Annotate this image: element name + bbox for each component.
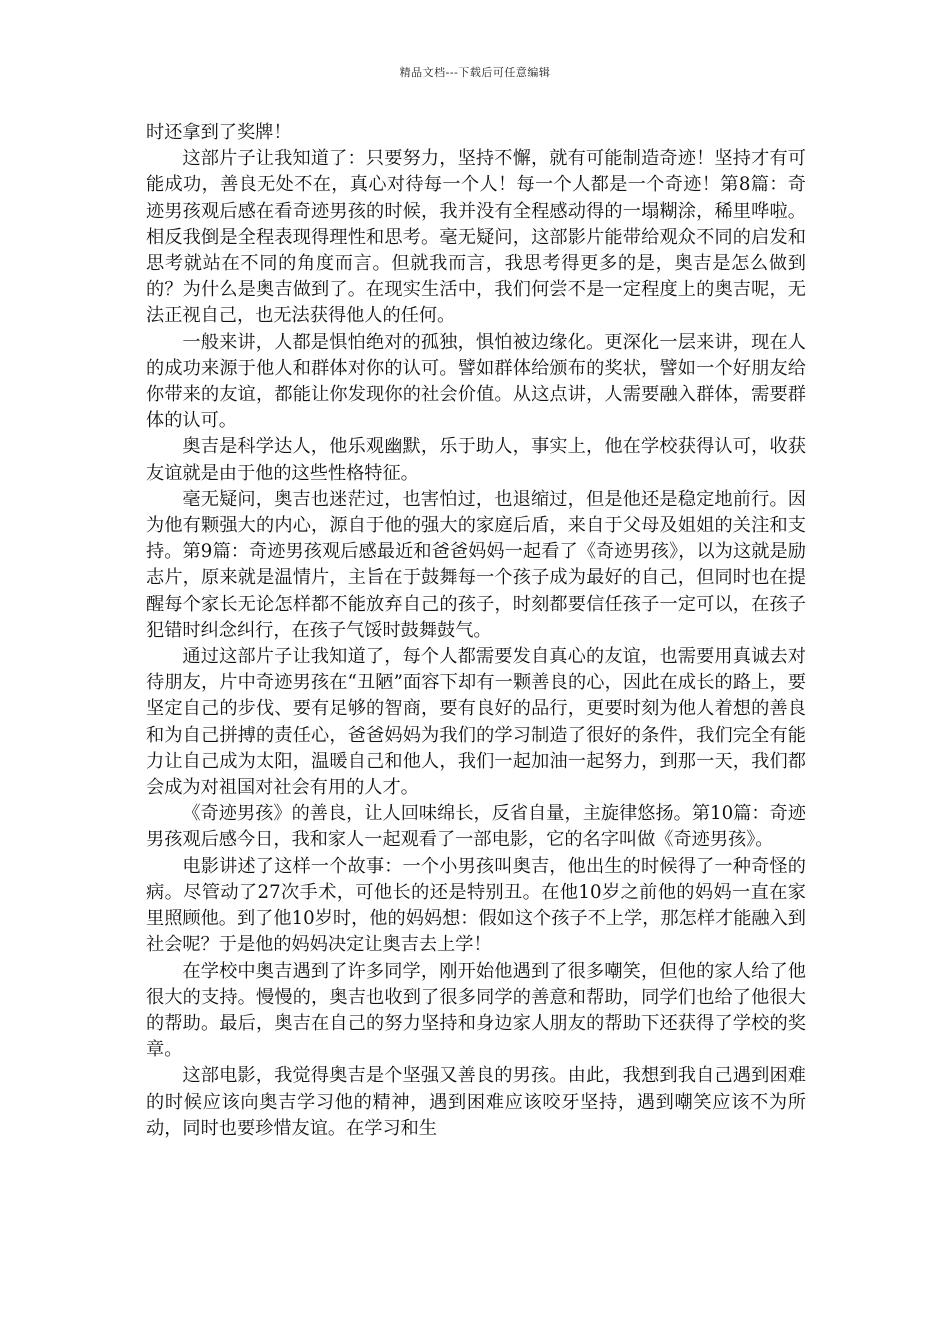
page-header: 精品文档---下载后可任意编辑	[399, 66, 551, 79]
paragraph-7: 《奇迹男孩》的善良，让人回味绵长，反省自量，主旋律悠扬。第10篇：奇迹男孩观后感今日，我和家人一起观看了一部电影，它的名字叫做《奇迹男孩》。	[146, 803, 806, 851]
paragraph-4: 奥吉是科学达人，他乐观幽默，乐于助人，事实上，他在学校获得认可，收获友谊就是由于他的这些性格特征。	[146, 436, 806, 484]
paragraph-2: 这部片子让我知道了：只要努力，坚持不懈，就有可能制造奇迹！坚持才有可能成功，善良无处不在，真心对待每一个人！每一个人都是一个奇迹！第8篇：奇迹男孩观后感在看奇迹男孩的时候，我并没有全程感动得的一塌糊涂，稀里哗啦。相反我倒是全程表现得理性和思考。毫无疑问，这部影片能带给观众不同的启发和思考就站在不同的角度而言。但就我而言，我思考得更多的是，奥吉是怎么做到的？为什么是奥吉做到了。在现实生活中，我们何尝不是一定程度上的奥吉呢，无法正视自己，也无法获得他人的任何。	[146, 148, 806, 327]
paragraph-6: 通过这部片子让我知道了，每个人都需要发自真心的友谊，也需要用真诚去对待朋友，片中奇迹男孩在“丑陋”面容下却有一颗善良的心，因此在成长的路上，要坚定自己的步伐、要有足够的智商，要有良好的品行，更要时刻为他人着想的善良和为自己拼搏的责任心，爸爸妈妈为我们的学习制造了很好的条件，我们完全有能力让自己成为太阳，温暖自己和他人，我们一起加油一起努力，到那一天，我们都会成为对祖国对社会有用的人才。	[146, 646, 806, 799]
paragraph-10: 这部电影，我觉得奥吉是个坚强又善良的男孩。由此，我想到我自己遇到困难的时候应该向奥吉学习他的精神，遇到困难应该咬牙坚持，遇到嘲笑应该不为所动，同时也要珍惜友谊。在学习和生	[146, 1065, 806, 1139]
paragraph-5: 毫无疑问，奥吉也迷茫过，也害怕过，也退缩过，但是他还是稳定地前行。因为他有颗强大的内心，源自于他的强大的家庭后盾，来自于父母及姐姐的关注和支持。第9篇：奇迹男孩观后感最近和爸爸妈妈一起看了《奇迹男孩》，以为这就是励志片，原来就是温情片，主旨在于鼓舞每一个孩子成为最好的自己，但同时也在提醒每个家长无论怎样都不能放弃自己的孩子，时刻都要信任孩子一定可以，在孩子犯错时纠念纠行，在孩子气馁时鼓舞鼓气。	[146, 488, 806, 641]
paragraph-9: 在学校中奥吉遇到了许多同学，刚开始他遇到了很多嘲笑，但他的家人给了他很大的支持。慢慢的，奥吉也收到了很多同学的善意和帮助，同学们也给了他很大的帮助。最后，奥吉在自己的努力坚持和身边家人朋友的帮助下还获得了学校的奖章。	[146, 960, 806, 1061]
document-body	[146, 120, 806, 1142]
paragraph-3: 一般来讲，人都是惧怕绝对的孤独，惧怕被边缘化。更深化一层来讲，现在人的成功来源于他人和群体对你的认可。譬如群体给颁布的奖状，譬如一个好朋友给你带来的友谊，都能让你发现你的社会价值。从这点讲，人需要融入群体，需要群体的认可。	[146, 331, 806, 432]
paragraph-8: 电影讲述了这样一个故事：一个小男孩叫奥吉，他出生的时候得了一种奇怪的病。尽管动了27次手术，可他长的还是特别丑。在他10岁之前他的妈妈一直在家里照顾他。到了他10岁时，他的妈妈想：假如这个孩子不上学，那怎样才能融入到社会呢？于是他的妈妈决定让奥吉去上学！	[146, 855, 806, 956]
paragraph-1: 时还拿到了奖牌！	[146, 122, 292, 143]
